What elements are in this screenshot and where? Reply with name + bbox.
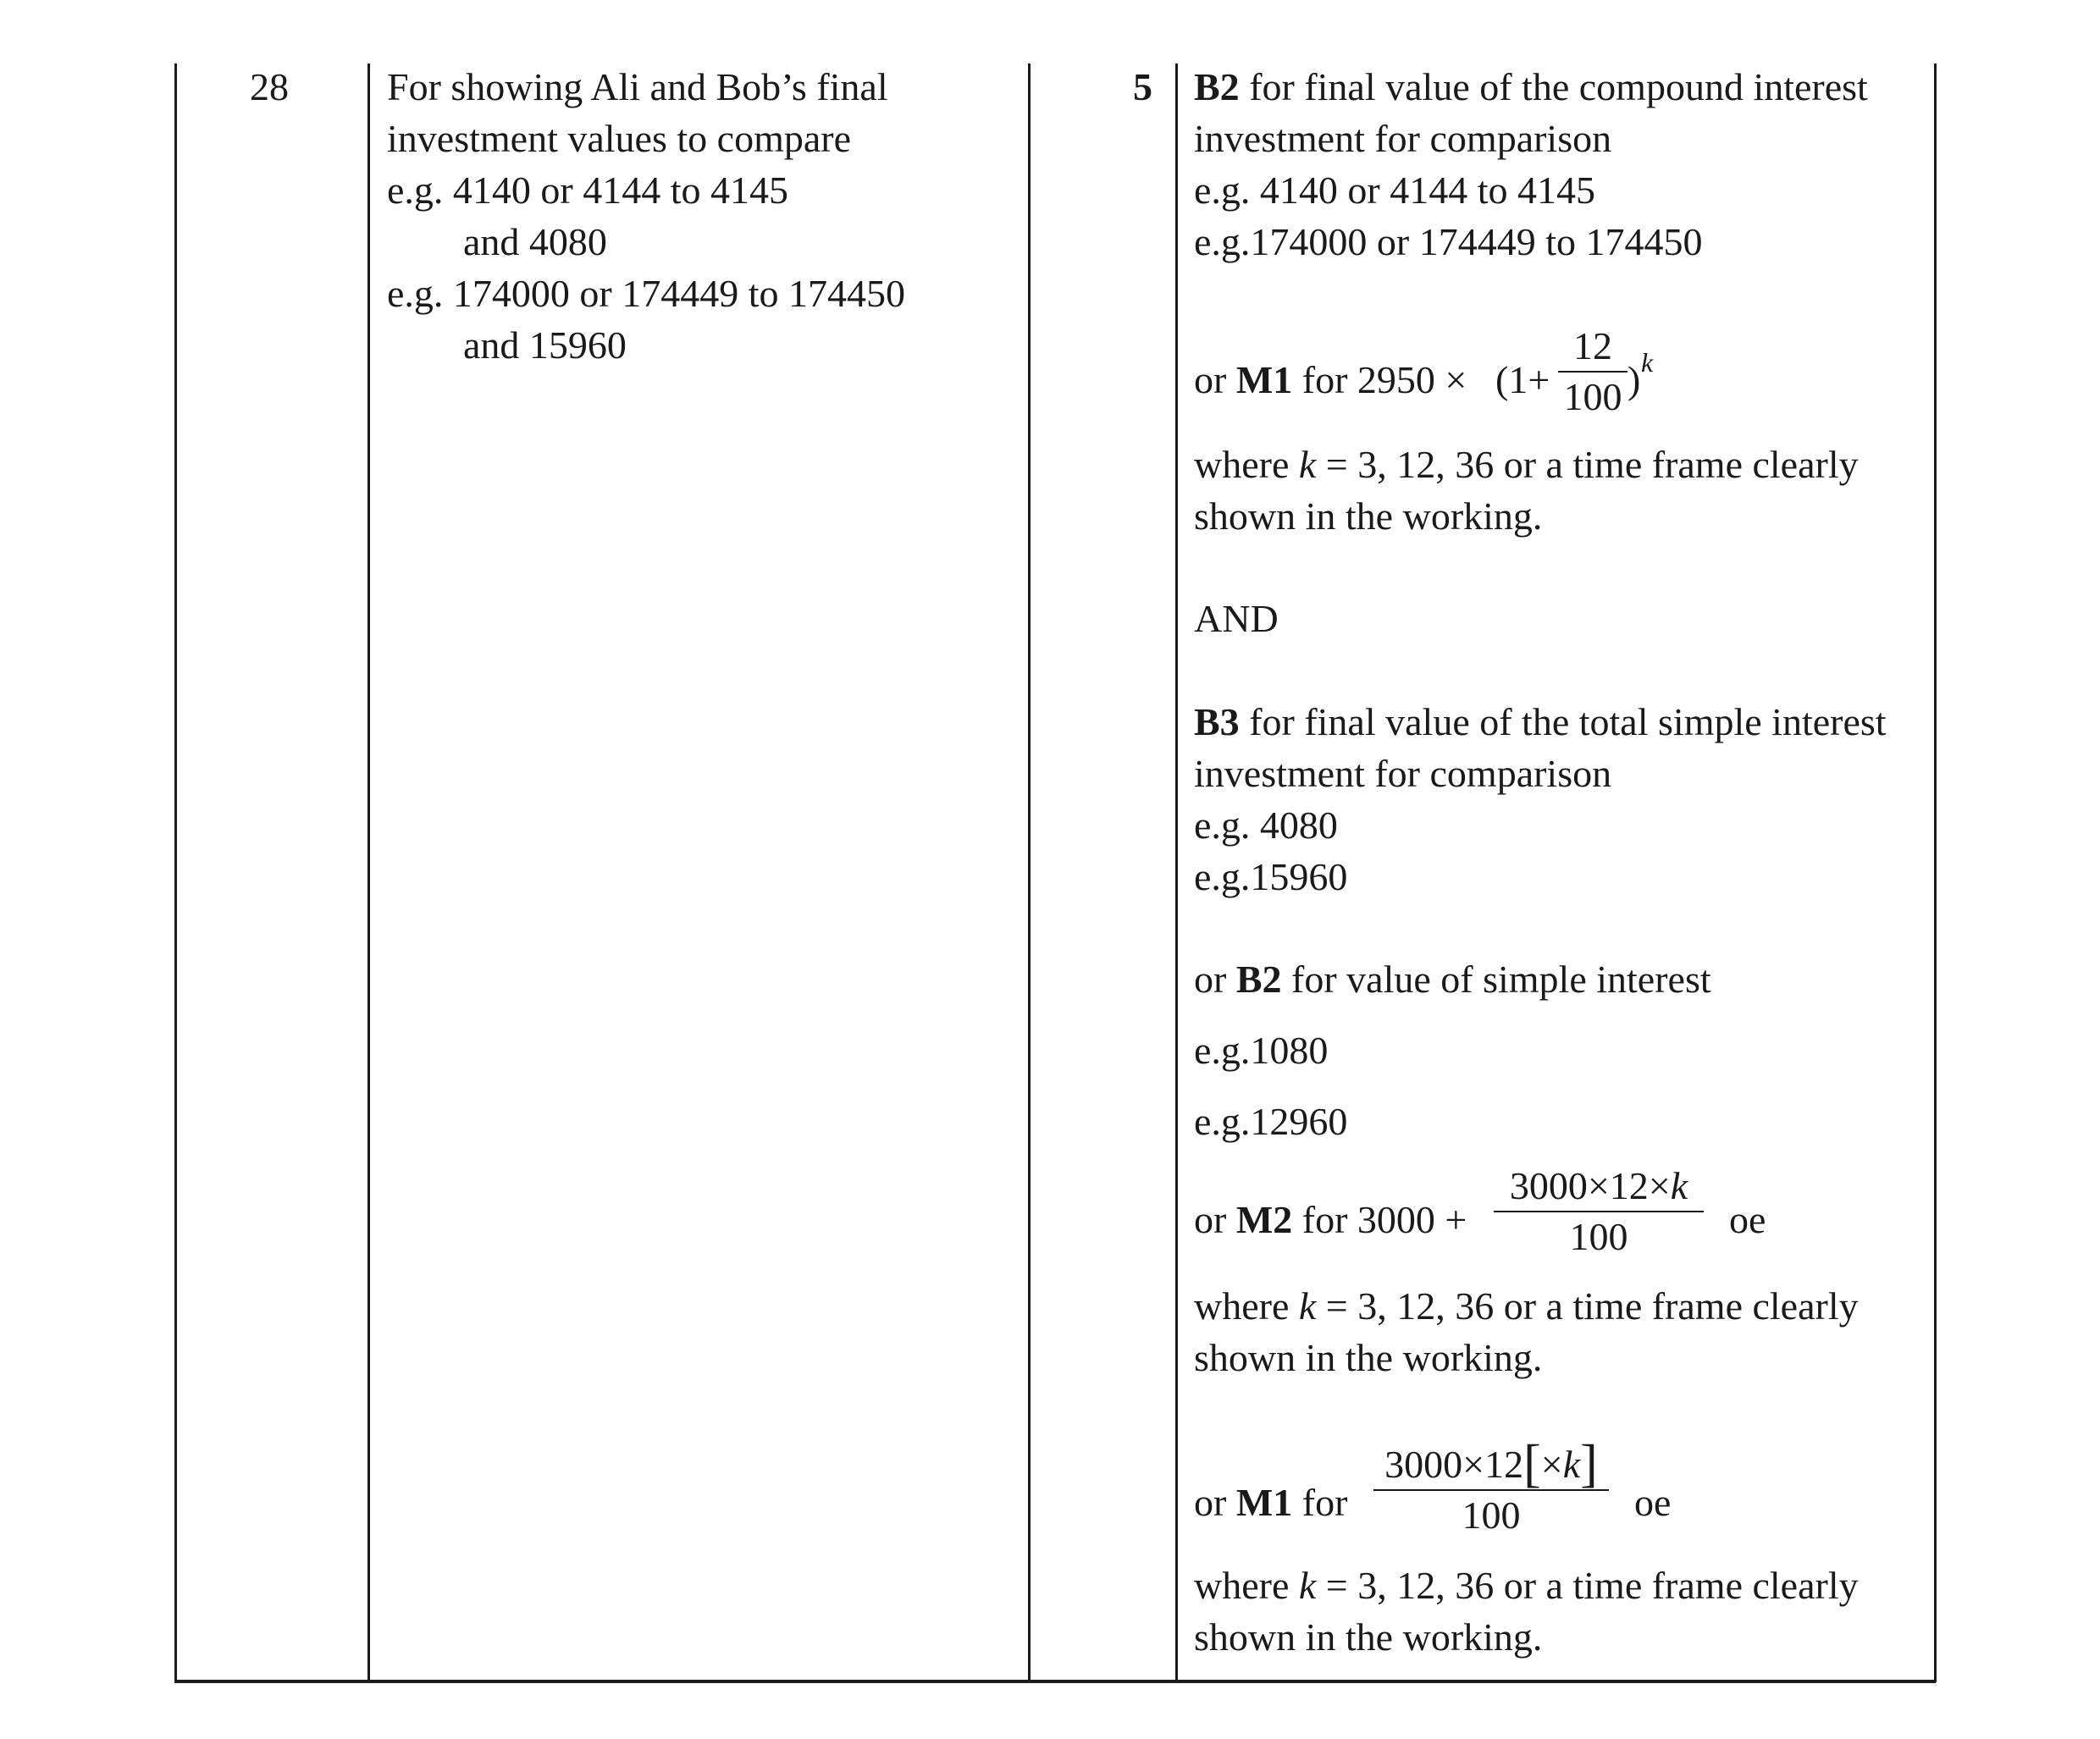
answer-line: e.g. 174000 or 174449 to 174450 [387,272,906,315]
column-divider-1 [368,63,370,1682]
note-line [1194,1280,1859,1332]
note-prefix: or [1194,358,1236,401]
note-where [1194,1560,1859,1663]
note-line: e.g.1080 [1194,1029,1329,1072]
fraction-12-over-100 [1558,325,1628,418]
note-line [1194,953,1711,1005]
answer-line: investment values to compare [387,117,852,160]
fraction-numerator: 12 [1573,324,1612,367]
bracket-close: ] [1580,1435,1598,1493]
note-b2-simple [1194,953,1711,1147]
column-divider-2 [1028,63,1031,1682]
note-m1-simple [1194,1477,1347,1528]
note-line: e.g. 4140 or 4144 to 4145 [1194,168,1596,212]
mark-code: B2 [1194,65,1240,108]
exponent-k: k [1641,347,1654,378]
note-prefix: or [1194,1481,1236,1524]
where-prefix: where [1194,1564,1299,1607]
variable-k: k [1298,443,1317,486]
note-b3-simple [1194,696,1887,903]
where-prefix: where [1194,443,1299,486]
fraction-bar [1373,1489,1609,1491]
note-m1-compound [1194,354,1467,406]
mark-code: M1 [1235,1481,1293,1524]
note-prefix: or [1194,1198,1236,1241]
times-sign: × [1540,1443,1563,1486]
paren-open: (1+ [1495,358,1550,401]
note-line [1194,439,1859,490]
mark-code: M2 [1235,1198,1293,1241]
note-line: e.g.12960 [1194,1100,1348,1143]
answer-line: For showing Ali and Bob’s final [387,65,888,108]
note-line: e.g.15960 [1194,855,1348,898]
note-and: AND [1194,597,1279,640]
mark-code: B2 [1235,958,1282,1001]
variable-k: k [1670,1164,1688,1207]
table-border-bottom [174,1680,1936,1683]
mark-code: B3 [1194,700,1240,743]
note-m2-simple [1194,1194,1467,1245]
note-text: for 2950 × [1292,358,1467,401]
mark-code: M1 [1235,358,1293,401]
note-line: investment for comparison [1194,752,1612,795]
fraction-denominator: 100 [1462,1493,1521,1537]
fraction-bar [1494,1211,1704,1212]
note-text: for final value of the compound interest [1239,65,1868,108]
note-where [1194,1280,1859,1383]
note-where [1194,439,1859,542]
note-line: e.g.174000 or 174449 to 174450 [1194,220,1703,263]
question-number: 28 [250,65,289,108]
table-border-left [174,63,177,1682]
note-prefix: or [1194,958,1236,1001]
note-text: for value of simple interest [1281,958,1711,1001]
note-line [1194,696,1887,748]
note-suffix-oe: oe [1634,1481,1672,1524]
where-text: = 3, 12, 36 or a time frame clearly [1316,1564,1859,1607]
fraction-m2 [1494,1165,1704,1258]
table-border-right [1934,63,1937,1682]
note-text: for final value of the total simple interest [1239,700,1887,743]
answer-line: e.g. 4140 or 4144 to 4145 [387,168,789,212]
where-prefix: where [1194,1284,1299,1328]
fraction-denominator: 100 [1563,375,1622,418]
fraction-numerator [1494,1165,1704,1207]
column-divider-3 [1175,63,1178,1682]
fraction-numerator [1373,1435,1609,1493]
where-text: = 3, 12, 36 or a time frame clearly [1316,443,1859,486]
note-line: e.g. 4080 [1194,803,1338,847]
numerator-text: 3000×12× [1509,1164,1671,1207]
note-line: investment for comparison [1194,117,1612,160]
note-line: shown in the working. [1194,1615,1543,1659]
note-text: for [1292,1481,1348,1524]
marks-value: 5 [1133,65,1152,108]
note-line: shown in the working. [1194,494,1543,538]
numerator-text: 3000×12 [1384,1443,1524,1486]
note-line [1194,1560,1859,1611]
bracket-open: [ [1523,1435,1541,1493]
variable-k: k [1298,1284,1317,1328]
variable-k: k [1562,1443,1581,1486]
note-suffix-oe: oe [1729,1198,1766,1241]
variable-k: k [1298,1564,1317,1607]
fraction-m1 [1373,1435,1609,1537]
answer-line: and 4080 [463,220,607,263]
fraction-bar [1558,371,1628,373]
paren-close: ) [1628,358,1641,401]
fraction-denominator: 100 [1569,1215,1628,1258]
answer-line: and 15960 [463,323,627,367]
answer-cell [387,61,905,371]
note-text: for 3000 + [1292,1198,1467,1241]
where-text: = 3, 12, 36 or a time frame clearly [1316,1284,1859,1328]
note-line [1194,61,1868,113]
note-b2-compound [1194,61,1868,268]
note-line: shown in the working. [1194,1336,1543,1379]
